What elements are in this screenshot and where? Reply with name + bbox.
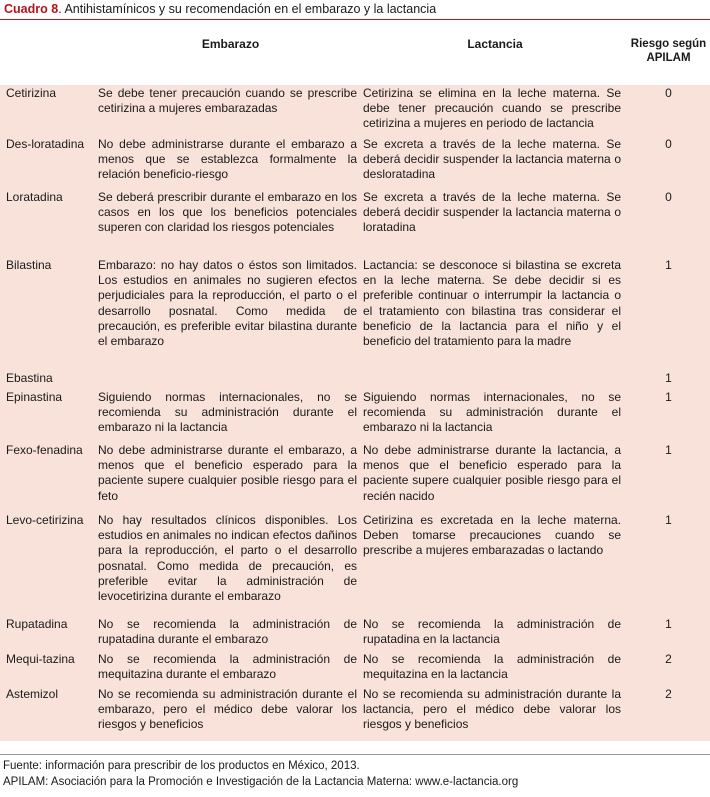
table-row xyxy=(0,512,710,616)
drug-name: Loratadina xyxy=(6,190,63,204)
risk-value: 1 xyxy=(665,513,672,527)
lactation-note: Cetirizina es excretada en la leche materna. Deben tomarse precauciones cuando se prescribe a mujeres embarazadas o lactando xyxy=(363,513,621,558)
risk-value: 1 xyxy=(665,258,672,272)
drug-name: Astemizol xyxy=(6,687,59,701)
pregnancy-note: Embarazo: no hay datos o éstos son limitados. Los estudios en animales no sugieren efectos perjudiciales para la reproducción, el parto o el desarrollo posnatal. Como medida de precaución, es preferible evitar bilastina durante el embarazo xyxy=(98,258,357,349)
risk-value: 2 xyxy=(665,687,672,701)
table-row xyxy=(0,189,710,257)
drug-name: Rupatadina xyxy=(6,617,68,631)
table-header-row xyxy=(0,26,710,85)
table-row xyxy=(0,651,710,686)
pregnancy-note: No se recomienda la administración de mequitazina durante el embarazo xyxy=(98,652,357,682)
drug-name: Des-loratadina xyxy=(6,137,85,151)
pregnancy-note: No debe administrarse durante el embarazo a menos que se establezca formalmente la relación beneficio-riesgo xyxy=(98,137,357,182)
lactation-note: Siguiendo normas internacionales, no se recomienda su administración durante el embarazo ni la lactancia xyxy=(363,390,621,435)
lactation-note: Cetirizina se elimina en la leche materna. Se debe tener precaución cuando se prescribe cetirizina a mujeres en periodo de lactancia xyxy=(363,86,621,131)
risk-value: 0 xyxy=(665,86,672,100)
table-caption-text: . Antihistamínicos y su recomendación en el embarazo y la lactancia xyxy=(58,2,437,16)
risk-value: 1 xyxy=(665,390,672,404)
drug-name: Bilastina xyxy=(6,258,52,272)
lactation-note: No debe administrarse durante la lactancia, a menos que el beneficio esperado para la paciente supere cualquier posible riesgo para el recién nacido xyxy=(363,443,621,503)
header-risk: Riesgo según APILAM xyxy=(627,26,710,85)
drug-name: Epinastina xyxy=(6,390,63,404)
pregnancy-note xyxy=(98,370,363,389)
lactation-note xyxy=(363,370,627,389)
top-rule xyxy=(0,19,710,20)
pregnancy-note: Se deberá prescribir durante el embarazo en los casos en los que los beneficios potenciales superen con claridad los riesgos potenciales xyxy=(98,190,357,235)
antihistamine-table xyxy=(0,26,710,741)
table-row xyxy=(0,686,710,741)
pregnancy-note: No debe administrarse durante el embarazo, a menos que el beneficio esperado para la paciente supere cualquier posible riesgo para el feto xyxy=(98,443,357,503)
table-row xyxy=(0,136,710,189)
risk-value: 0 xyxy=(665,137,672,151)
risk-value: 2 xyxy=(665,652,672,666)
drug-name: Mequi-tazina xyxy=(6,652,75,666)
lactation-note: Lactancia: se desconoce si bilastina se excreta en la leche materna. Se debe decidir si es preferible continuar o interrumpir la lactancia o el tratamiento con bilastina tras considerar el beneficio de la lactancia para el niño y el beneficio del tratamiento para la madre xyxy=(363,258,621,349)
risk-value: 0 xyxy=(665,190,672,204)
bottom-rule xyxy=(0,754,710,755)
lactation-note: No se recomienda su administración durante la lactancia, pero el médico debe valorar los riesgos y beneficios xyxy=(363,687,621,732)
footnote-apilam: APILAM: Asociación para la Promoción e Investigación de la Lactancia Materna: www.e-lactancia.org xyxy=(3,776,519,788)
table-caption xyxy=(4,1,436,17)
table-caption-label: Cuadro 8 xyxy=(4,2,59,16)
table-row xyxy=(0,442,710,512)
header-pregnancy: Embarazo xyxy=(98,26,363,85)
lactation-note: Se excreta a través de la leche materna. Se deberá decidir suspender la lactancia materna o loratadina xyxy=(363,190,621,235)
pregnancy-note: Se debe tener precaución cuando se prescribe cetirizina a mujeres embarazadas xyxy=(98,86,357,116)
drug-name: Levo-cetirizina xyxy=(6,513,84,527)
table-row xyxy=(0,389,710,442)
pregnancy-note: No hay resultados clínicos disponibles. Los estudios en animales no indican efectos dañinos para la reproducción, el parto o el desarrollo posnatal. Como medida de precaución, es preferible evitar la administración de levocetirizina durante el embarazo xyxy=(98,513,357,604)
lactation-note: No se recomienda la administración de mequitazina en la lactancia xyxy=(363,652,621,682)
lactation-note: No se recomienda la administración de rupatadina en la lactancia xyxy=(363,617,621,647)
footnote-source: Fuente: información para prescribir de los productos en México, 2013. xyxy=(3,760,360,772)
drug-name: Fexo-fenadina xyxy=(6,443,83,457)
risk-value: 1 xyxy=(665,371,672,385)
header-lactation: Lactancia xyxy=(363,26,627,85)
table-row xyxy=(0,616,710,651)
pregnancy-note: No se recomienda su administración durante el embarazo, pero el médico debe valorar los riesgos y beneficios xyxy=(98,687,357,732)
lactation-note: Se excreta a través de la leche materna. Se deberá decidir suspender la lactancia materna o desloratadina xyxy=(363,137,621,182)
drug-name: Ebastina xyxy=(6,371,53,385)
risk-value: 1 xyxy=(665,617,672,631)
drug-name: Cetirizina xyxy=(6,86,57,100)
header-drug xyxy=(0,26,98,85)
risk-value: 1 xyxy=(665,443,672,457)
table-row xyxy=(0,257,710,370)
pregnancy-note: Siguiendo normas internacionales, no se recomienda su administración durante el embarazo ni la lactancia xyxy=(98,390,357,435)
pregnancy-note: No se recomienda la administración de rupatadina durante el embarazo xyxy=(98,617,357,647)
table-row xyxy=(0,85,710,136)
table-row xyxy=(0,370,710,389)
